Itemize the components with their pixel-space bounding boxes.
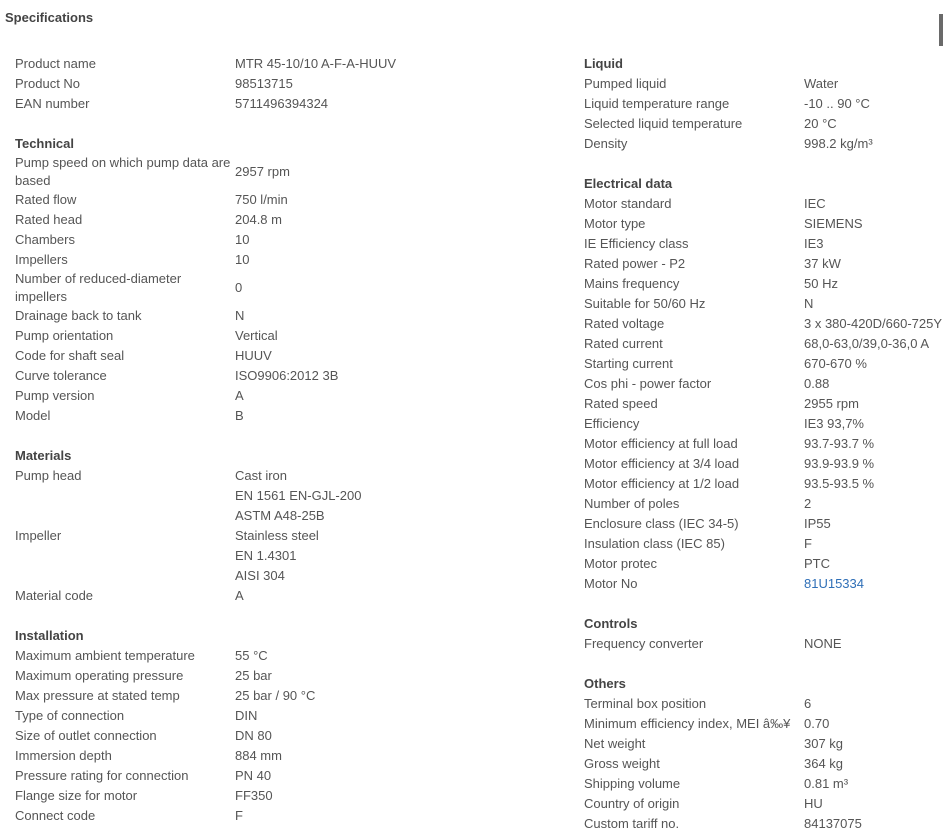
spec-label: Model xyxy=(15,408,51,423)
spec-label: Gross weight xyxy=(584,756,660,771)
spec-label: Code for shaft seal xyxy=(15,348,125,363)
spec-value: 93.5-93.5 % xyxy=(804,476,875,491)
section-title-controls: Controls xyxy=(584,616,638,631)
spec-row xyxy=(584,234,943,254)
spec-row xyxy=(584,534,943,554)
spec-row xyxy=(15,154,560,190)
spec-value: FF350 xyxy=(235,788,273,803)
spec-value: IE3 xyxy=(804,236,824,251)
spec-value: NONE xyxy=(804,636,842,651)
spec-label: Maximum operating pressure xyxy=(15,668,184,683)
spec-value: 750 l/min xyxy=(235,192,288,207)
spec-value: EN 1561 EN-GJL-200 xyxy=(235,488,362,503)
spec-value: 84137075 xyxy=(804,816,862,831)
spec-label: Size of outlet connection xyxy=(15,728,157,743)
spec-label: Motor protec xyxy=(584,556,657,571)
spec-label: Curve tolerance xyxy=(15,368,107,383)
spec-row xyxy=(15,486,560,506)
spec-row xyxy=(584,714,943,734)
spec-row xyxy=(584,374,943,394)
spec-row xyxy=(15,666,560,686)
spec-label: Number of poles xyxy=(584,496,680,511)
section-title-materials: Materials xyxy=(15,448,72,463)
spec-value: 5711496394324 xyxy=(235,96,329,111)
spec-row xyxy=(584,454,943,474)
spec-label: Product name xyxy=(15,56,96,71)
section-title-technical: Technical xyxy=(15,136,75,151)
spec-label: Cos phi - power factor xyxy=(584,376,712,391)
spec-row xyxy=(15,230,560,250)
spec-label: Efficiency xyxy=(584,416,640,431)
section-spacer xyxy=(584,594,943,614)
spec-label: Minimum efficiency index, MEI â‰¥ xyxy=(584,716,791,731)
spec-row xyxy=(584,734,943,754)
spec-value: 98513715 xyxy=(235,76,293,91)
spec-row xyxy=(584,254,943,274)
spec-value: 50 Hz xyxy=(804,276,838,291)
spec-value: Vertical xyxy=(235,328,278,343)
spec-row xyxy=(584,434,943,454)
spec-row xyxy=(15,566,560,586)
spec-label: Motor type xyxy=(584,216,646,231)
spec-label: Pump orientation xyxy=(15,328,114,343)
spec-label: Motor efficiency at full load xyxy=(584,436,738,451)
spec-row xyxy=(584,774,943,794)
spec-label: Frequency converter xyxy=(584,636,704,651)
spec-label: Type of connection xyxy=(15,708,125,723)
spec-row xyxy=(15,746,560,766)
spec-value: ASTM A48-25B xyxy=(235,508,325,523)
spec-label: Country of origin xyxy=(584,796,680,811)
spec-row xyxy=(584,394,943,414)
spec-row xyxy=(584,794,943,814)
spec-value: Stainless steel xyxy=(235,528,319,543)
spec-label: Pumped liquid xyxy=(584,76,667,91)
spec-label: Liquid temperature range xyxy=(584,96,730,111)
spec-value: Water xyxy=(804,76,839,91)
spec-row xyxy=(15,346,560,366)
spec-label: Immersion depth xyxy=(15,748,112,763)
spec-label: Shipping volume xyxy=(584,776,681,791)
spec-value: 0.81 m³ xyxy=(804,776,849,791)
spec-row xyxy=(584,114,943,134)
spec-label: Rated current xyxy=(584,336,663,351)
spec-row xyxy=(15,54,560,74)
spec-row xyxy=(584,334,943,354)
spec-value: 998.2 kg/m³ xyxy=(804,136,873,151)
spec-value: 0.70 xyxy=(804,716,830,731)
spec-row xyxy=(584,214,943,234)
spec-value: 93.7-93.7 % xyxy=(804,436,875,451)
spec-label: Motor standard xyxy=(584,196,672,211)
spec-row xyxy=(584,74,943,94)
spec-label: Max pressure at stated temp xyxy=(15,688,180,703)
spec-row xyxy=(15,546,560,566)
spec-row xyxy=(15,74,560,94)
spec-value: N xyxy=(235,308,245,323)
spec-row xyxy=(584,314,943,334)
spec-label: Pressure rating for connection xyxy=(15,768,189,783)
spec-row xyxy=(584,194,943,214)
spec-value-link[interactable]: 81U15334 xyxy=(804,576,864,591)
spec-value: 10 xyxy=(235,252,250,267)
spec-value: AISI 304 xyxy=(235,568,285,583)
spec-row xyxy=(15,706,560,726)
spec-row xyxy=(15,306,560,326)
spec-value: 2955 rpm xyxy=(804,396,859,411)
spec-value: 3 x 380-420D/660-725Y xyxy=(804,316,943,331)
spec-value: PN 40 xyxy=(235,768,272,783)
spec-value: B xyxy=(235,408,244,423)
spec-label: Number of reduced-diameter impellers xyxy=(15,271,182,304)
spec-row xyxy=(584,294,943,314)
spec-label: Impeller xyxy=(15,528,62,543)
spec-value: 2957 rpm xyxy=(235,164,290,179)
spec-label: Rated flow xyxy=(15,192,77,207)
spec-label: Product No xyxy=(15,76,81,91)
spec-row xyxy=(15,526,560,546)
spec-row xyxy=(584,414,943,434)
spec-label: Enclosure class (IEC 34-5) xyxy=(584,516,739,531)
spec-value: 2 xyxy=(804,496,812,511)
spec-value: 93.9-93.9 % xyxy=(804,456,875,471)
spec-label: Custom tariff no. xyxy=(584,816,680,831)
spec-row xyxy=(584,474,943,494)
spec-row xyxy=(15,326,560,346)
spec-value: 25 bar xyxy=(235,668,272,683)
spec-value: 884 mm xyxy=(235,748,282,763)
spec-value: IP55 xyxy=(804,516,831,531)
spec-label: IE Efficiency class xyxy=(584,236,689,251)
scrollbar-thumb[interactable] xyxy=(939,14,943,46)
spec-row xyxy=(15,786,560,806)
spec-label: Net weight xyxy=(584,736,646,751)
spec-row xyxy=(584,754,943,774)
spec-value: 6 xyxy=(804,696,812,711)
spec-label: Rated voltage xyxy=(584,316,665,331)
spec-value: 68,0-63,0/39,0-36,0 A xyxy=(804,336,930,351)
spec-label: EAN number xyxy=(15,96,90,111)
spec-row xyxy=(15,726,560,746)
spec-row xyxy=(15,686,560,706)
spec-label: Starting current xyxy=(584,356,673,371)
spec-value: IE3 93,7% xyxy=(804,416,864,431)
spec-row xyxy=(584,134,943,154)
spec-row xyxy=(584,634,943,654)
right-spec-column xyxy=(584,54,943,834)
spec-value: F xyxy=(804,536,812,551)
spec-value: F xyxy=(235,808,243,823)
spec-row xyxy=(584,494,943,514)
spec-value: 0 xyxy=(235,280,243,295)
spec-value: ISO9906:2012 3B xyxy=(235,368,339,383)
spec-value: A xyxy=(235,588,244,603)
spec-row xyxy=(584,94,943,114)
spec-label: Motor No xyxy=(584,576,638,591)
spec-label: Connect code xyxy=(15,808,96,823)
spec-value: SIEMENS xyxy=(804,216,863,231)
spec-value: 20 °C xyxy=(804,116,837,131)
spec-row xyxy=(15,466,560,486)
spec-label: Density xyxy=(584,136,628,151)
spec-value: 37 kW xyxy=(804,256,841,271)
spec-label: Insulation class (IEC 85) xyxy=(584,536,725,551)
spec-row xyxy=(15,270,560,306)
spec-row xyxy=(15,506,560,526)
spec-value: DN 80 xyxy=(235,728,272,743)
spec-value: Cast iron xyxy=(235,468,288,483)
spec-label: Drainage back to tank xyxy=(15,308,142,323)
spec-row xyxy=(15,646,560,666)
section-spacer xyxy=(15,606,560,626)
spec-label: Motor efficiency at 1/2 load xyxy=(584,476,740,491)
spec-value: N xyxy=(804,296,814,311)
spec-label: Rated power - P2 xyxy=(584,256,686,271)
spec-row xyxy=(584,814,943,834)
spec-value: 0.88 xyxy=(804,376,830,391)
spec-row xyxy=(15,386,560,406)
section-title-electrical-data: Electrical data xyxy=(584,176,673,191)
left-spec-column xyxy=(15,54,560,826)
spec-value: MTR 45-10/10 A-F-A-HUUV xyxy=(235,56,397,71)
spec-value: 204.8 m xyxy=(235,212,282,227)
spec-row xyxy=(584,514,943,534)
spec-label: Pump version xyxy=(15,388,95,403)
spec-value: 670-670 % xyxy=(804,356,867,371)
spec-value: 25 bar / 90 °C xyxy=(235,688,316,703)
spec-row xyxy=(15,366,560,386)
section-spacer xyxy=(15,426,560,446)
spec-label: Suitable for 50/60 Hz xyxy=(584,296,706,311)
spec-row xyxy=(15,190,560,210)
spec-row xyxy=(15,766,560,786)
section-title-installation: Installation xyxy=(15,628,84,643)
spec-label: Rated head xyxy=(15,212,83,227)
spec-row xyxy=(15,806,560,826)
spec-row xyxy=(584,694,943,714)
spec-row xyxy=(584,574,943,594)
spec-value: DIN xyxy=(235,708,258,723)
spec-label: Pump speed on which pump data are based xyxy=(15,155,231,188)
spec-row xyxy=(584,354,943,374)
spec-label: Rated speed xyxy=(584,396,658,411)
spec-label: Impellers xyxy=(15,252,68,267)
spec-label: Pump head xyxy=(15,468,82,483)
spec-row xyxy=(15,406,560,426)
section-spacer xyxy=(584,154,943,174)
spec-value: HU xyxy=(804,796,823,811)
spec-value: 55 °C xyxy=(235,648,268,663)
spec-label: Maximum ambient temperature xyxy=(15,648,195,663)
spec-value: 307 kg xyxy=(804,736,844,751)
spec-row xyxy=(584,554,943,574)
spec-label: Chambers xyxy=(15,232,75,247)
spec-label: Terminal box position xyxy=(584,696,707,711)
spec-row xyxy=(15,250,560,270)
section-spacer xyxy=(15,114,560,134)
spec-value: HUUV xyxy=(235,348,272,363)
spec-label: Motor efficiency at 3/4 load xyxy=(584,456,740,471)
spec-row xyxy=(15,94,560,114)
spec-value: -10 .. 90 °C xyxy=(804,96,870,111)
spec-row xyxy=(15,210,560,230)
spec-value: IEC xyxy=(804,196,826,211)
spec-row xyxy=(584,274,943,294)
spec-value: A xyxy=(235,388,244,403)
spec-label: Mains frequency xyxy=(584,276,680,291)
spec-value: 364 kg xyxy=(804,756,844,771)
spec-label: Selected liquid temperature xyxy=(584,116,743,131)
spec-value: PTC xyxy=(804,556,830,571)
section-title-others: Others xyxy=(584,676,626,691)
spec-value: EN 1.4301 xyxy=(235,548,297,563)
section-title-liquid: Liquid xyxy=(584,56,623,71)
spec-label: Flange size for motor xyxy=(15,788,138,803)
page-title: Specifications xyxy=(5,10,94,25)
spec-row xyxy=(15,586,560,606)
spec-value: 10 xyxy=(235,232,250,247)
spec-label: Material code xyxy=(15,588,94,603)
section-spacer xyxy=(584,654,943,674)
